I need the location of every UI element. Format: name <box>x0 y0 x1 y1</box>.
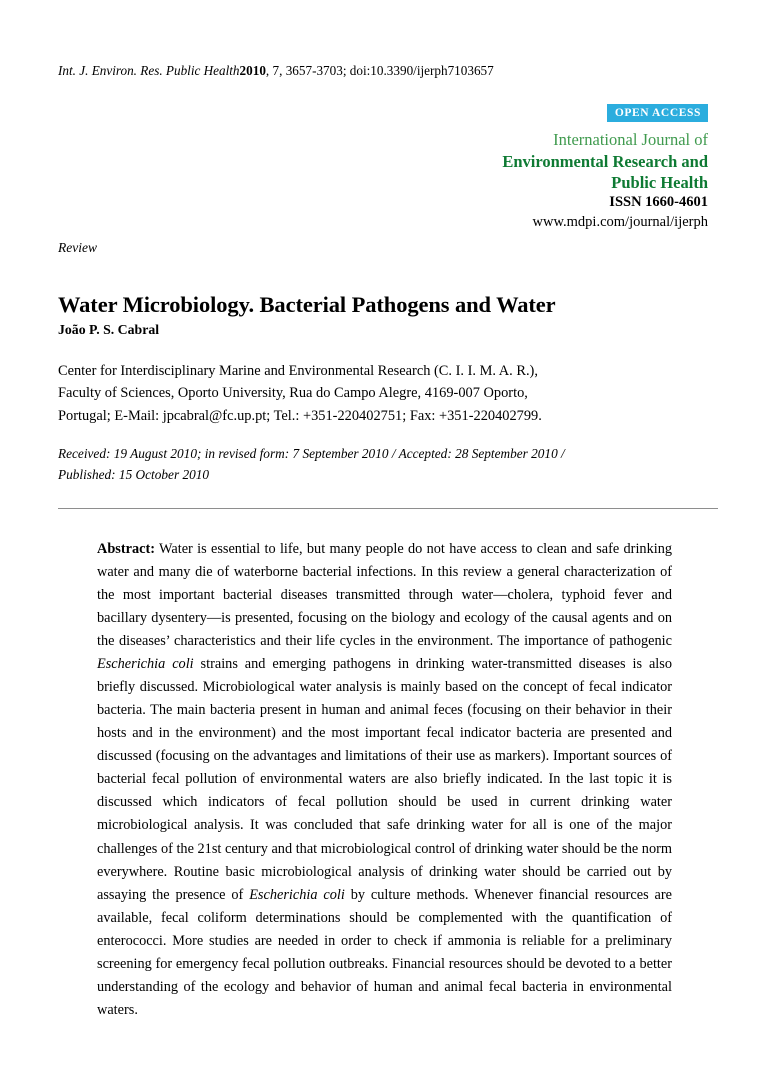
running-header-journal: Int. J. Environ. Res. Public Health <box>58 63 240 78</box>
abstract-label: Abstract: <box>97 541 155 558</box>
journal-url: www.mdpi.com/journal/ijerph <box>532 213 708 230</box>
abstract-block <box>97 538 672 1021</box>
running-header-pages-doi: , 3657-3703; doi:10.3390/ijerph7103657 <box>279 63 494 78</box>
running-header <box>58 63 718 79</box>
page-title: Water Microbiology. Bacterial Pathogens and Water <box>58 292 556 318</box>
header-divider-rule <box>58 508 718 509</box>
abstract-text-part-3: by culture methods. Whenever financial resources are available, fecal coliform determinations should be complemented with the quantification of enterococci. More studies are needed in order to check if ammonia is reliable for a preliminary screening for emergency fecal pollution outbreaks. Financial resources should be devoted to a better understanding of the ecology and behavior of human and animal fecal bacteria in environmental waters. <box>97 886 672 1018</box>
running-header-year: 2010 <box>239 63 266 78</box>
abstract-species-name-1: Escherichia coli <box>97 656 194 673</box>
journal-issn: ISSN 1660-4601 <box>609 194 708 211</box>
author-name: João P. S. Cabral <box>58 322 160 337</box>
affiliation-line-3: Portugal; E-Mail: jpcabral@fc.up.pt; Tel.: +351-220402751; Fax: +351-220402799. <box>58 407 542 424</box>
affiliation-line-2: Faculty of Sciences, Oporto University, Rua do Campo Alegre, 4169-007 Oporto, <box>58 385 528 402</box>
abstract-text-part-1: Water is essential to life, but many people do not have access to clean and safe drinking water and many die of waterborne bacterial infections. In this review a general characterization of the most important bacterial diseases transmitted through water—cholera, typhoid fever and bacillary dysentery—is presented, focusing on the biology and ecology of the causal agents and on the diseases’ characteristics and their life cycles in the environment. The importance of pathogenic <box>97 541 672 650</box>
author-affiliation <box>58 360 698 427</box>
abstract-text-part-2: strains and emerging pathogens in drinking water-transmitted diseases is also briefly discussed. Microbiological water analysis is mainly based on the concept of fecal indicator bacteria. The main bacteria present in human and animal feces (focusing on their behavior in their hosts and in the environment) and the most important fecal indicator bacteria are presented and discussed (focusing on the advantages and limitations of their use as markers). Important sources of bacterial fecal pollution of environmental waters are also briefly indicated. In the last topic it is discussed which indicators of fecal pollution should be used in current drinking water microbiological analysis. It was concluded that safe drinking water for all is one of the major challenges of the 21st century and that microbiological control of drinking water should be the norm everywhere. Routine basic microbiological analysis of drinking water should be carried out by assaying the presence of <box>97 656 672 903</box>
open-access-badge-row <box>288 104 708 122</box>
affiliation-line-1: Center for Interdisciplinary Marine and Environmental Research (C. I. I. M. A. R.), <box>58 363 538 379</box>
journal-masthead <box>288 104 708 232</box>
history-line-2: Published: 15 October 2010 <box>58 466 210 482</box>
journal-title-line-1: International Journal of <box>553 130 708 150</box>
abstract-species-name-2: Escherichia coli <box>249 886 345 903</box>
journal-title-line-3: Public Health <box>611 172 708 192</box>
publication-history <box>58 444 688 485</box>
article-type-label: Review <box>58 240 97 255</box>
journal-title-line-2: Environmental Research and <box>502 151 708 171</box>
running-header-volume: , 7 <box>265 63 280 78</box>
open-access-badge: OPEN ACCESS <box>607 104 708 122</box>
history-line-1: Received: 19 August 2010; in revised form: 7 September 2010 / Accepted: 28 September 2010 / <box>58 446 565 461</box>
